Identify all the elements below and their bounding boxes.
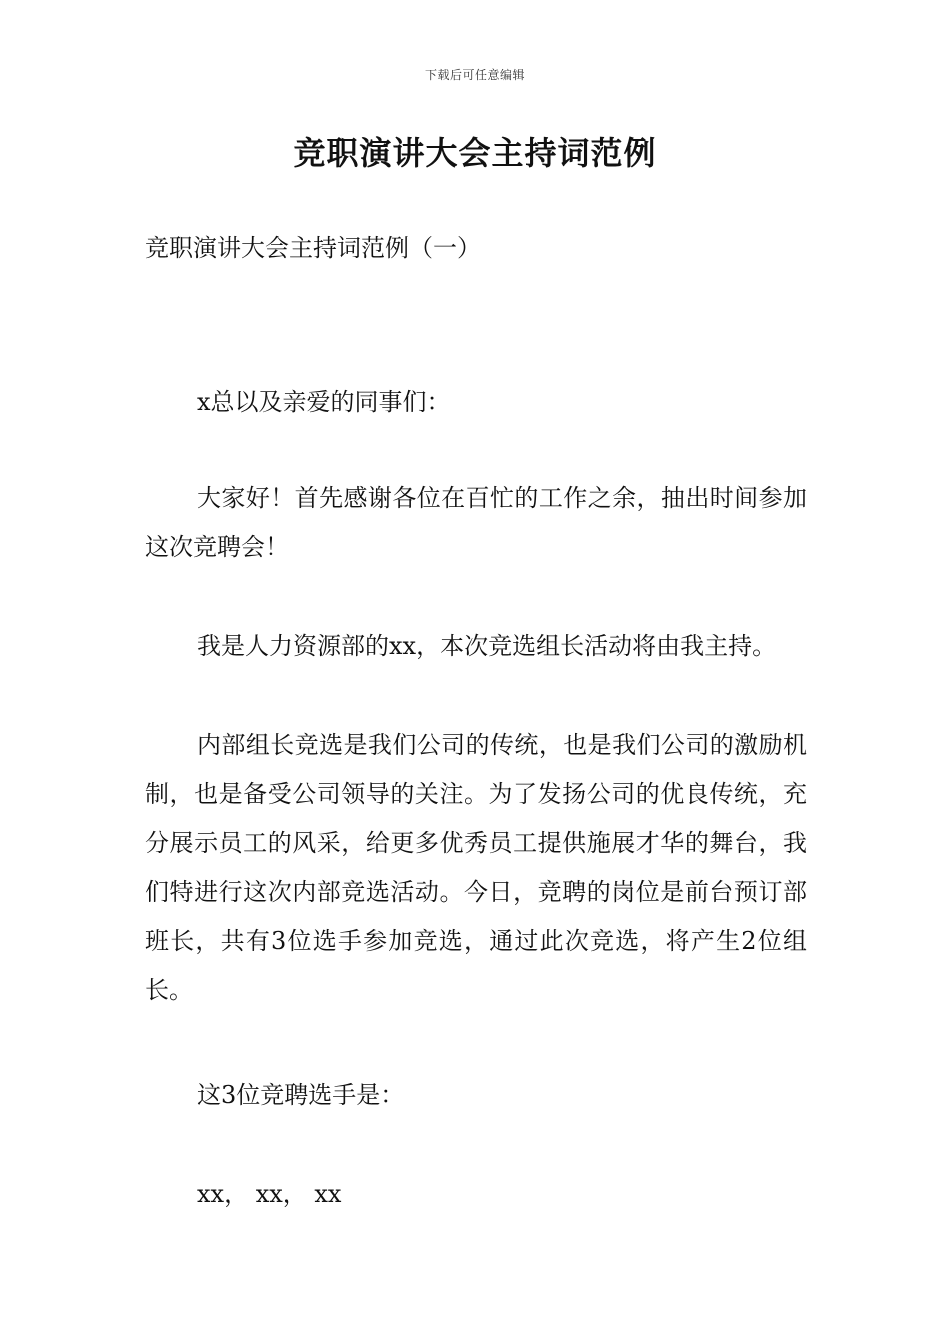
paragraph-contestants-intro: 这3位竞聘选手是：: [197, 1081, 405, 1109]
paragraph-host-intro: 我是人力资源部的xx，本次竞选组长活动将由我主持。: [197, 632, 777, 660]
document-title: 竞职演讲大会主持词范例: [293, 134, 657, 172]
paragraph-purpose: 内部组长竞选是我们公司的传统，也是我们公司的激励机制，也是备受公司领导的关注。为了发扬公司的优良传统，充分展示员工的风采，给更多优秀员工提供施展才华的舞台，我们特进行这次内部竞选活动。今日，竞聘的岗位是前台预订部班长，共有3位选手参加竞选，通过此次竞选，将产生2位组长。: [145, 731, 807, 1004]
paragraph-greeting: x总以及亲爱的同事们：: [197, 388, 451, 416]
paragraph-welcome: 大家好！首先感谢各位在百忙的工作之余，抽出时间参加这次竞聘会！: [145, 484, 807, 561]
header-note: 下载后可任意编辑: [424, 68, 525, 82]
section-heading: 竞职演讲大会主持词范例（一）: [145, 234, 481, 262]
paragraph-contestant-names: xx， xx， xx: [197, 1180, 342, 1208]
